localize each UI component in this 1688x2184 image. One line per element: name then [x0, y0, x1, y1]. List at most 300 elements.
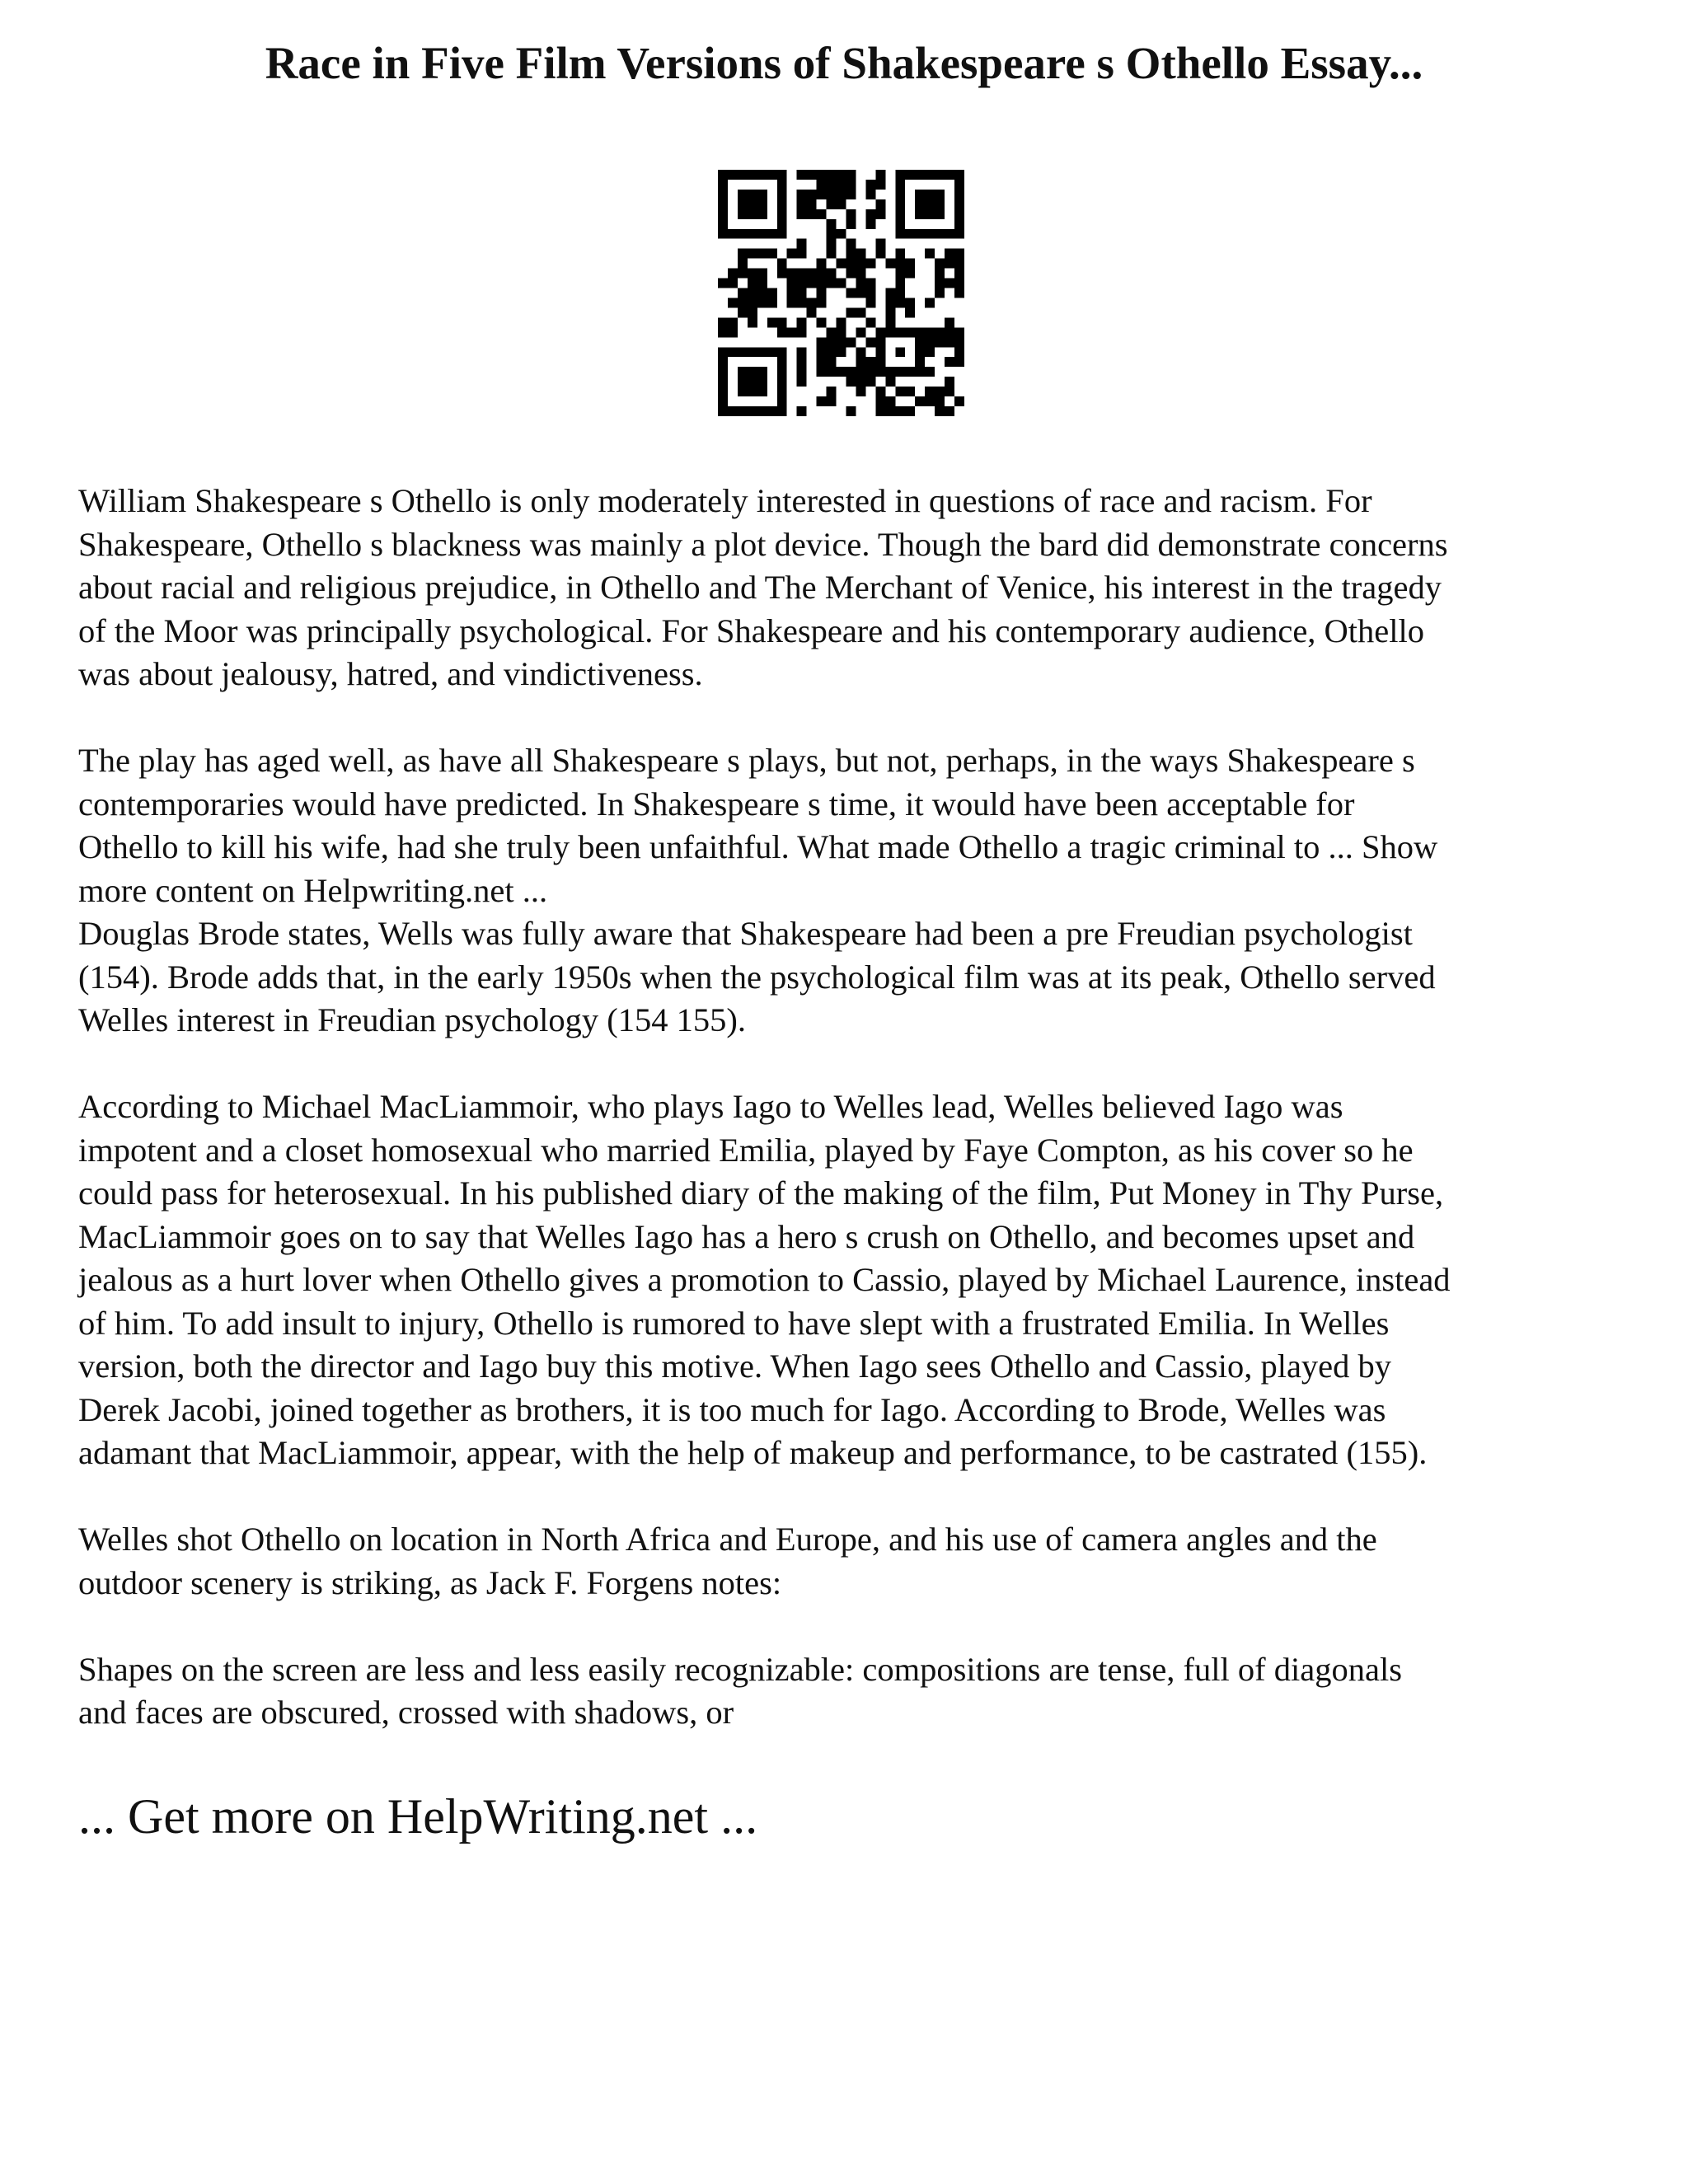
qr-module	[718, 347, 728, 357]
qr-module	[837, 317, 846, 327]
qr-module	[718, 406, 728, 416]
qr-module	[925, 229, 935, 239]
qr-module	[865, 219, 875, 229]
qr-module	[885, 367, 895, 377]
qr-module	[875, 170, 885, 180]
qr-module	[757, 406, 767, 416]
qr-module	[797, 327, 807, 337]
qr-module	[718, 209, 728, 219]
qr-module	[777, 229, 787, 239]
qr-module	[807, 190, 817, 199]
qr-module	[748, 288, 757, 298]
paragraph-spacer	[78, 1475, 1628, 1519]
qr-module	[797, 190, 807, 199]
text-line: contemporaries would have predicted. In Shakespeare s time, it would have been acceptable for	[78, 785, 1355, 823]
qr-module	[738, 229, 748, 239]
qr-module	[856, 269, 865, 279]
paragraph-3	[78, 1085, 1628, 1475]
qr-module	[777, 259, 787, 269]
qr-module	[748, 317, 757, 327]
qr-module	[797, 199, 807, 209]
qr-module	[875, 209, 885, 219]
text-line: Welles interest in Freudian psychology (154 155).	[78, 1001, 746, 1038]
qr-module	[905, 298, 915, 307]
text-line: MacLiammoir goes on to say that Welles Iago has a hero s crush on Othello, and becomes upset and	[78, 1217, 1415, 1255]
qr-module	[777, 180, 787, 190]
text-line: outdoor scenery is striking, as Jack F. Forgens notes:	[78, 1563, 782, 1601]
qr-module	[748, 367, 757, 377]
qr-module	[846, 170, 856, 180]
page-title: Race in Five Film Versions of Shakespeare s Othello Essay...	[265, 38, 1423, 88]
qr-module	[728, 317, 738, 327]
qr-module	[846, 249, 856, 259]
qr-module	[885, 307, 895, 317]
qr-module	[875, 199, 885, 209]
qr-module	[846, 239, 856, 249]
qr-module	[856, 249, 865, 259]
qr-module	[915, 170, 925, 180]
qr-module	[945, 357, 954, 367]
qr-module	[865, 209, 875, 219]
qr-module	[738, 170, 748, 180]
qr-module	[915, 347, 925, 357]
qr-module	[915, 396, 925, 406]
qr-module	[856, 367, 865, 377]
qr-module	[748, 249, 757, 259]
qr-module	[777, 190, 787, 199]
qr-module	[777, 406, 787, 416]
qr-module	[797, 249, 807, 259]
qr-module	[767, 406, 777, 416]
text-line: Derek Jacobi, joined together as brothers, it is too much for Iago. According to Brode, Welles was	[78, 1390, 1386, 1428]
qr-module	[827, 269, 837, 279]
qr-module	[827, 219, 837, 229]
qr-module	[787, 249, 797, 259]
qr-module	[787, 327, 797, 337]
qr-module	[945, 170, 954, 180]
qr-module	[797, 298, 807, 307]
qr-module	[777, 377, 787, 387]
qr-code-icon	[718, 170, 964, 416]
qr-module	[895, 327, 905, 337]
qr-module	[954, 190, 964, 199]
qr-module	[718, 219, 728, 229]
qr-module	[945, 317, 954, 327]
qr-module	[935, 396, 945, 406]
qr-module	[748, 347, 757, 357]
qr-module	[954, 269, 964, 279]
qr-module	[954, 288, 964, 298]
qr-module	[777, 396, 787, 406]
text-line: William Shakespeare s Othello is only moderately interested in questions of race and racism. For	[78, 482, 1372, 519]
qr-module	[728, 327, 738, 337]
qr-module	[797, 347, 807, 357]
qr-module	[875, 406, 885, 416]
qr-module	[827, 279, 837, 288]
qr-module	[935, 337, 945, 347]
qr-module	[915, 229, 925, 239]
qr-module	[885, 298, 895, 307]
qr-module	[757, 367, 767, 377]
qr-module	[875, 249, 885, 259]
paragraph-1	[78, 480, 1628, 696]
qr-module	[777, 357, 787, 367]
qr-module	[846, 190, 856, 199]
qr-module	[935, 209, 945, 219]
qr-module	[885, 396, 895, 406]
qr-module	[925, 298, 935, 307]
qr-module	[915, 209, 925, 219]
qr-module	[875, 396, 885, 406]
qr-module	[728, 298, 738, 307]
qr-module	[837, 170, 846, 180]
qr-module	[895, 387, 905, 396]
qr-module	[895, 219, 905, 229]
text-line: could pass for heterosexual. In his published diary of the making of the film, Put Money in Thy Purse,	[78, 1174, 1444, 1212]
text-line: impotent and a closet homosexual who married Emilia, played by Faye Compton, as his cover so he	[78, 1131, 1414, 1169]
qr-module	[885, 317, 895, 327]
qr-module	[827, 190, 837, 199]
qr-module	[865, 180, 875, 190]
qr-module	[846, 367, 856, 377]
qr-module	[915, 337, 925, 347]
qr-module	[787, 288, 797, 298]
qr-module	[885, 406, 895, 416]
qr-module	[797, 377, 807, 387]
qr-module	[905, 367, 915, 377]
qr-module	[915, 199, 925, 209]
qr-module	[954, 337, 964, 347]
qr-module	[954, 279, 964, 288]
qr-module	[787, 269, 797, 279]
qr-module	[954, 259, 964, 269]
qr-module	[925, 396, 935, 406]
qr-module	[846, 406, 856, 416]
qr-module	[856, 288, 865, 298]
qr-module	[827, 357, 837, 367]
qr-module	[728, 229, 738, 239]
qr-module	[885, 327, 895, 337]
qr-module	[895, 209, 905, 219]
qr-module	[856, 279, 865, 288]
qr-module	[748, 406, 757, 416]
text-line: Othello to kill his wife, had she truly been unfaithful. What made Othello a tragic criminal to ... Show	[78, 828, 1438, 865]
qr-module	[738, 269, 748, 279]
qr-module	[837, 259, 846, 269]
qr-module	[767, 317, 777, 327]
qr-module	[797, 269, 807, 279]
qr-module	[856, 377, 865, 387]
qr-module	[865, 337, 875, 347]
qr-module	[905, 229, 915, 239]
qr-module	[718, 279, 728, 288]
qr-module	[846, 209, 856, 219]
qr-module	[945, 279, 954, 288]
qr-module	[748, 387, 757, 396]
qr-module	[797, 170, 807, 180]
qr-module	[748, 377, 757, 387]
qr-module	[827, 337, 837, 347]
qr-module	[846, 219, 856, 229]
qr-module	[895, 298, 905, 307]
qr-module	[875, 337, 885, 347]
qr-module	[865, 367, 875, 377]
text-line: more content on Helpwriting.net ...	[78, 871, 548, 909]
qr-module	[777, 209, 787, 219]
qr-module	[915, 357, 925, 367]
qr-module	[935, 387, 945, 396]
qr-module	[856, 327, 865, 337]
qr-module	[748, 170, 757, 180]
qr-module	[728, 347, 738, 357]
essay-body	[78, 480, 1628, 1735]
qr-module	[767, 298, 777, 307]
qr-module	[915, 190, 925, 199]
text-line: about racial and religious prejudice, in Othello and The Merchant of Venice, his interest in the tragedy	[78, 569, 1442, 606]
qr-module	[817, 190, 827, 199]
qr-module	[817, 337, 827, 347]
qr-module	[748, 229, 757, 239]
qr-module	[817, 209, 827, 219]
qr-module	[945, 259, 954, 269]
qr-module	[837, 199, 846, 209]
qr-module	[807, 269, 817, 279]
get-more-link[interactable]: ... Get more on HelpWriting.net ...	[78, 1789, 758, 1844]
qr-module	[875, 239, 885, 249]
qr-module	[817, 317, 827, 327]
qr-module	[817, 347, 827, 357]
qr-module	[718, 229, 728, 239]
qr-module	[817, 396, 827, 406]
qr-module	[827, 387, 837, 396]
qr-module	[925, 190, 935, 199]
qr-module	[895, 288, 905, 298]
qr-module	[905, 307, 915, 317]
qr-module	[895, 249, 905, 259]
qr-module	[954, 170, 964, 180]
qr-module	[954, 396, 964, 406]
qr-module	[945, 337, 954, 347]
qr-module	[925, 347, 935, 357]
qr-module	[925, 170, 935, 180]
qr-module	[738, 387, 748, 396]
qr-module	[757, 377, 767, 387]
qr-module	[865, 377, 875, 387]
qr-module	[885, 288, 895, 298]
qr-module	[757, 229, 767, 239]
qr-module	[748, 199, 757, 209]
qr-module	[738, 249, 748, 259]
qr-module	[718, 170, 728, 180]
text-line: Douglas Brode states, Wells was fully aware that Shakespeare had been a pre Freudian psychologist	[78, 915, 1413, 952]
qr-module	[925, 249, 935, 259]
paragraph-4	[78, 1518, 1628, 1605]
text-line: was about jealousy, hatred, and vindictiveness.	[78, 655, 703, 692]
qr-module	[817, 357, 827, 367]
qr-module	[738, 288, 748, 298]
qr-module	[767, 249, 777, 259]
qr-module	[767, 229, 777, 239]
qr-module	[837, 337, 846, 347]
qr-module	[827, 327, 837, 337]
qr-module	[954, 199, 964, 209]
qr-module	[757, 170, 767, 180]
qr-module	[895, 229, 905, 239]
qr-module	[885, 377, 895, 387]
qr-module	[728, 406, 738, 416]
qr-module	[865, 298, 875, 307]
qr-module	[837, 279, 846, 288]
qr-module	[945, 249, 954, 259]
qr-module	[718, 387, 728, 396]
qr-module	[925, 327, 935, 337]
qr-module	[865, 357, 875, 367]
qr-module	[954, 219, 964, 229]
text-line: The play has aged well, as have all Shakespeare s plays, but not, perhaps, in the ways Shakespeare s	[78, 742, 1415, 779]
qr-module	[925, 337, 935, 347]
qr-module	[954, 357, 964, 367]
qr-module	[797, 357, 807, 367]
qr-module	[817, 298, 827, 307]
qr-module	[895, 170, 905, 180]
qr-module	[935, 199, 945, 209]
qr-module	[935, 327, 945, 337]
text-line: of him. To add insult to injury, Othello is rumored to have slept with a frustrated Emilia. In Welles	[78, 1304, 1390, 1342]
qr-module	[827, 199, 837, 209]
qr-module	[797, 279, 807, 288]
qr-module	[738, 190, 748, 199]
qr-module	[935, 229, 945, 239]
qr-module	[935, 288, 945, 298]
qr-module	[905, 259, 915, 269]
qr-module	[846, 180, 856, 190]
qr-module	[817, 170, 827, 180]
qr-module	[817, 269, 827, 279]
qr-module	[757, 288, 767, 298]
qr-module	[885, 259, 895, 269]
qr-module	[797, 317, 807, 327]
text-line: jealous as a hurt lover when Othello gives a promotion to Cassio, played by Michael Laurence, instead	[78, 1261, 1451, 1298]
qr-module	[846, 269, 856, 279]
qr-module	[935, 259, 945, 269]
qr-module	[748, 190, 757, 199]
qr-module	[738, 199, 748, 209]
qr-module	[757, 190, 767, 199]
text-line: Shakespeare, Othello s blackness was mainly a plot device. Though the bard did demonstrate concerns	[78, 525, 1448, 563]
qr-module	[718, 367, 728, 377]
qr-module	[945, 406, 954, 416]
qr-module	[738, 347, 748, 357]
qr-module	[797, 239, 807, 249]
qr-module	[905, 327, 915, 337]
qr-module	[718, 327, 728, 337]
qr-module	[728, 269, 738, 279]
qr-module	[846, 288, 856, 298]
qr-module	[875, 357, 885, 367]
qr-module	[748, 307, 757, 317]
text-line: Shapes on the screen are less and less easily recognizable: compositions are tense, full of diagonals	[78, 1650, 1402, 1688]
qr-module	[767, 288, 777, 298]
qr-module	[935, 406, 945, 416]
qr-module	[777, 327, 787, 337]
qr-module	[895, 180, 905, 190]
qr-module	[925, 209, 935, 219]
qr-module	[837, 190, 846, 199]
qr-module	[718, 396, 728, 406]
qr-module	[925, 367, 935, 377]
qr-module	[856, 357, 865, 367]
qr-module	[777, 199, 787, 209]
qr-module	[797, 288, 807, 298]
qr-module	[837, 367, 846, 377]
qr-module	[787, 298, 797, 307]
qr-module	[954, 327, 964, 337]
qr-module	[935, 170, 945, 180]
qr-module	[865, 190, 875, 199]
qr-module	[738, 377, 748, 387]
qr-module	[718, 357, 728, 367]
qr-module	[865, 279, 875, 288]
qr-module	[905, 170, 915, 180]
qr-module	[718, 377, 728, 387]
qr-module	[865, 259, 875, 269]
qr-module	[875, 387, 885, 396]
qr-module	[718, 317, 728, 327]
qr-module	[757, 209, 767, 219]
qr-module	[846, 377, 856, 387]
qr-module	[738, 298, 748, 307]
qr-module	[837, 347, 846, 357]
qr-module	[817, 279, 827, 288]
qr-module	[807, 199, 817, 209]
qr-module	[827, 367, 837, 377]
qr-module	[807, 279, 817, 288]
qr-module	[827, 170, 837, 180]
paragraph-spacer	[78, 696, 1628, 740]
qr-module	[895, 199, 905, 209]
qr-module	[837, 180, 846, 190]
qr-module	[827, 239, 837, 249]
qr-module	[837, 229, 846, 239]
qr-module	[767, 347, 777, 357]
qr-module	[718, 190, 728, 199]
qr-module	[895, 190, 905, 199]
paragraph-2	[78, 739, 1628, 1043]
qr-module	[846, 337, 856, 347]
qr-module	[954, 209, 964, 219]
qr-module	[757, 279, 767, 288]
qr-module	[856, 347, 865, 357]
qr-module	[777, 347, 787, 357]
qr-module	[817, 180, 827, 190]
text-line: adamant that MacLiammoir, appear, with the help of makeup and performance, to be castrated (155).	[78, 1434, 1428, 1471]
qr-module	[865, 317, 875, 327]
qr-module	[915, 367, 925, 377]
qr-module	[738, 307, 748, 317]
qr-module	[748, 298, 757, 307]
qr-module	[787, 279, 797, 288]
qr-module	[827, 396, 837, 406]
qr-module	[895, 279, 905, 288]
qr-module	[817, 259, 827, 269]
qr-module	[856, 307, 865, 317]
qr-module	[856, 259, 865, 269]
qr-module	[767, 170, 777, 180]
qr-module	[827, 180, 837, 190]
qr-module	[954, 249, 964, 259]
qr-module	[728, 170, 738, 180]
paragraph-spacer	[78, 1605, 1628, 1648]
